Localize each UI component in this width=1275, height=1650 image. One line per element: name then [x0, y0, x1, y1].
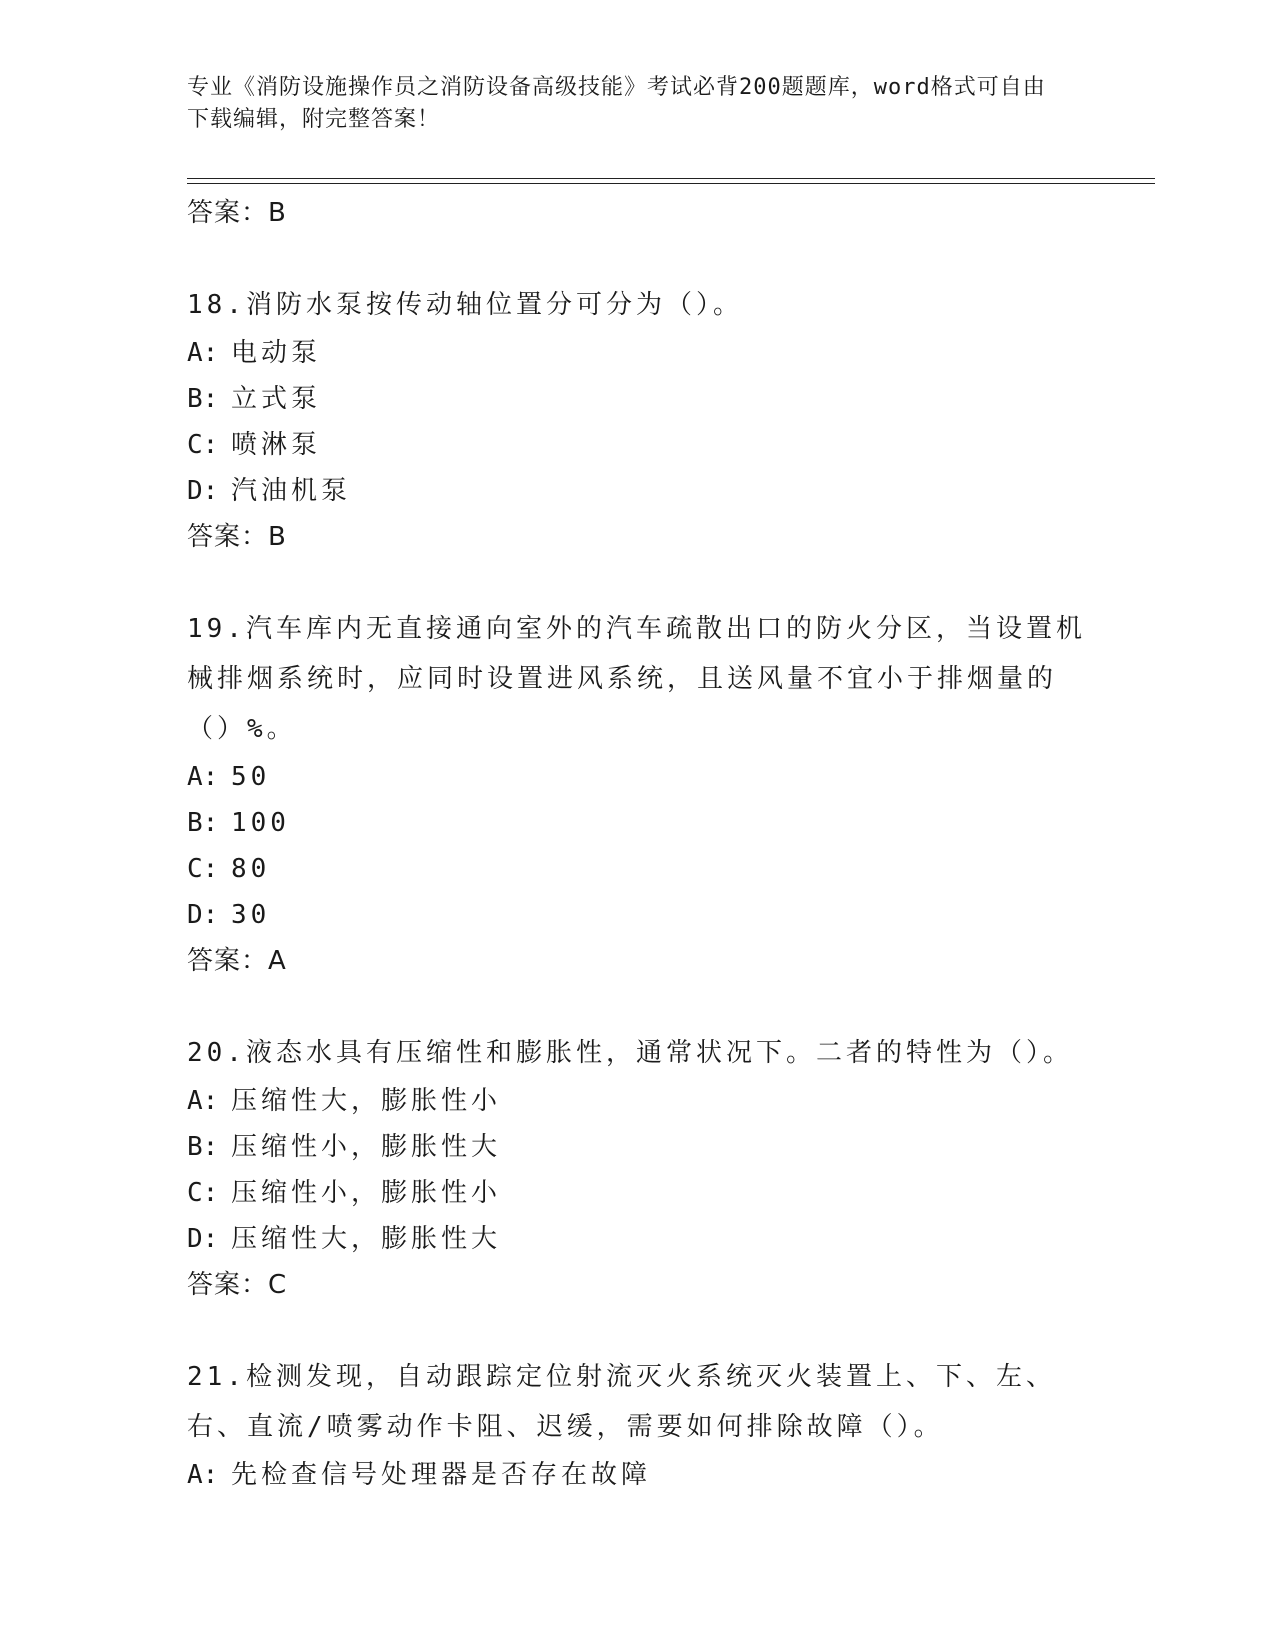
option-letter: D: [187, 1224, 219, 1254]
answer-line: 答案：B [187, 198, 287, 228]
option-c [187, 1170, 1087, 1216]
option-c [187, 846, 1087, 892]
question-text: 20.液态水具有压缩性和膨胀性，通常状况下。二者的特性为（）。 [187, 1038, 1073, 1068]
option-letter: C: [187, 430, 219, 460]
option-b [187, 376, 1087, 422]
option-text: 电动泵 [231, 338, 322, 368]
header-divider-top [187, 178, 1155, 179]
option-letter: D: [187, 900, 219, 930]
option-a [187, 330, 1087, 376]
option-letter: C: [187, 854, 219, 884]
question-text: 18.消防水泵按传动轴位置分可分为（）。 [187, 290, 743, 320]
question-text: 19.汽车库内无直接通向室外的汽车疏散出口的防火分区，当设置机械排烟系统时，应同时设置进风系统，且送风量不宜小于排烟量的（）%。 [187, 614, 1086, 744]
option-text: 100 [231, 808, 290, 838]
option-text: 压缩性小，膨胀性小 [231, 1178, 502, 1208]
option-letter: A: [187, 762, 219, 792]
option-text: 喷淋泵 [231, 430, 322, 460]
answer-line: 答案：A [187, 946, 287, 976]
option-letter: D: [187, 476, 219, 506]
option-text: 汽油机泵 [231, 476, 352, 506]
option-text: 压缩性小，膨胀性大 [231, 1132, 502, 1162]
option-text: 压缩性大，膨胀性小 [231, 1086, 502, 1116]
option-letter: A: [187, 1086, 219, 1116]
answer-line: 答案：C [187, 1270, 288, 1300]
option-letter: C: [187, 1178, 219, 1208]
document-header: 专业《消防设施操作员之消防设备高级技能》考试必背200题题库，word格式可自由下载编辑，附完整答案！ [187, 75, 1046, 132]
option-text: 先检查信号处理器是否存在故障 [231, 1460, 652, 1490]
option-text: 50 [231, 762, 271, 792]
option-letter: A: [187, 338, 219, 368]
option-b [187, 800, 1087, 846]
question-text: 21.检测发现，自动跟踪定位射流灭火系统灭火装置上、下、左、右、直流/喷雾动作卡阻、迟缓，需要如何排除故障（）。 [187, 1362, 1056, 1442]
header-divider-bottom [187, 183, 1155, 184]
option-letter: A: [187, 1460, 219, 1490]
option-b [187, 1124, 1087, 1170]
question-item [187, 1352, 1087, 1498]
question-item [187, 280, 1087, 560]
option-c [187, 422, 1087, 468]
option-letter: B: [187, 384, 219, 414]
option-letter: B: [187, 808, 219, 838]
option-a [187, 754, 1087, 800]
option-letter: B: [187, 1132, 219, 1162]
question-list [187, 190, 1087, 1498]
option-d [187, 468, 1087, 514]
option-text: 30 [231, 900, 271, 930]
option-text: 立式泵 [231, 384, 322, 414]
option-d [187, 892, 1087, 938]
option-text: 压缩性大，膨胀性大 [231, 1224, 502, 1254]
question-item [187, 604, 1087, 984]
answer-line: 答案：B [187, 522, 287, 552]
question-item [187, 1028, 1087, 1308]
option-text: 80 [231, 854, 271, 884]
option-a [187, 1078, 1087, 1124]
option-d [187, 1216, 1087, 1262]
option-a [187, 1452, 1087, 1498]
